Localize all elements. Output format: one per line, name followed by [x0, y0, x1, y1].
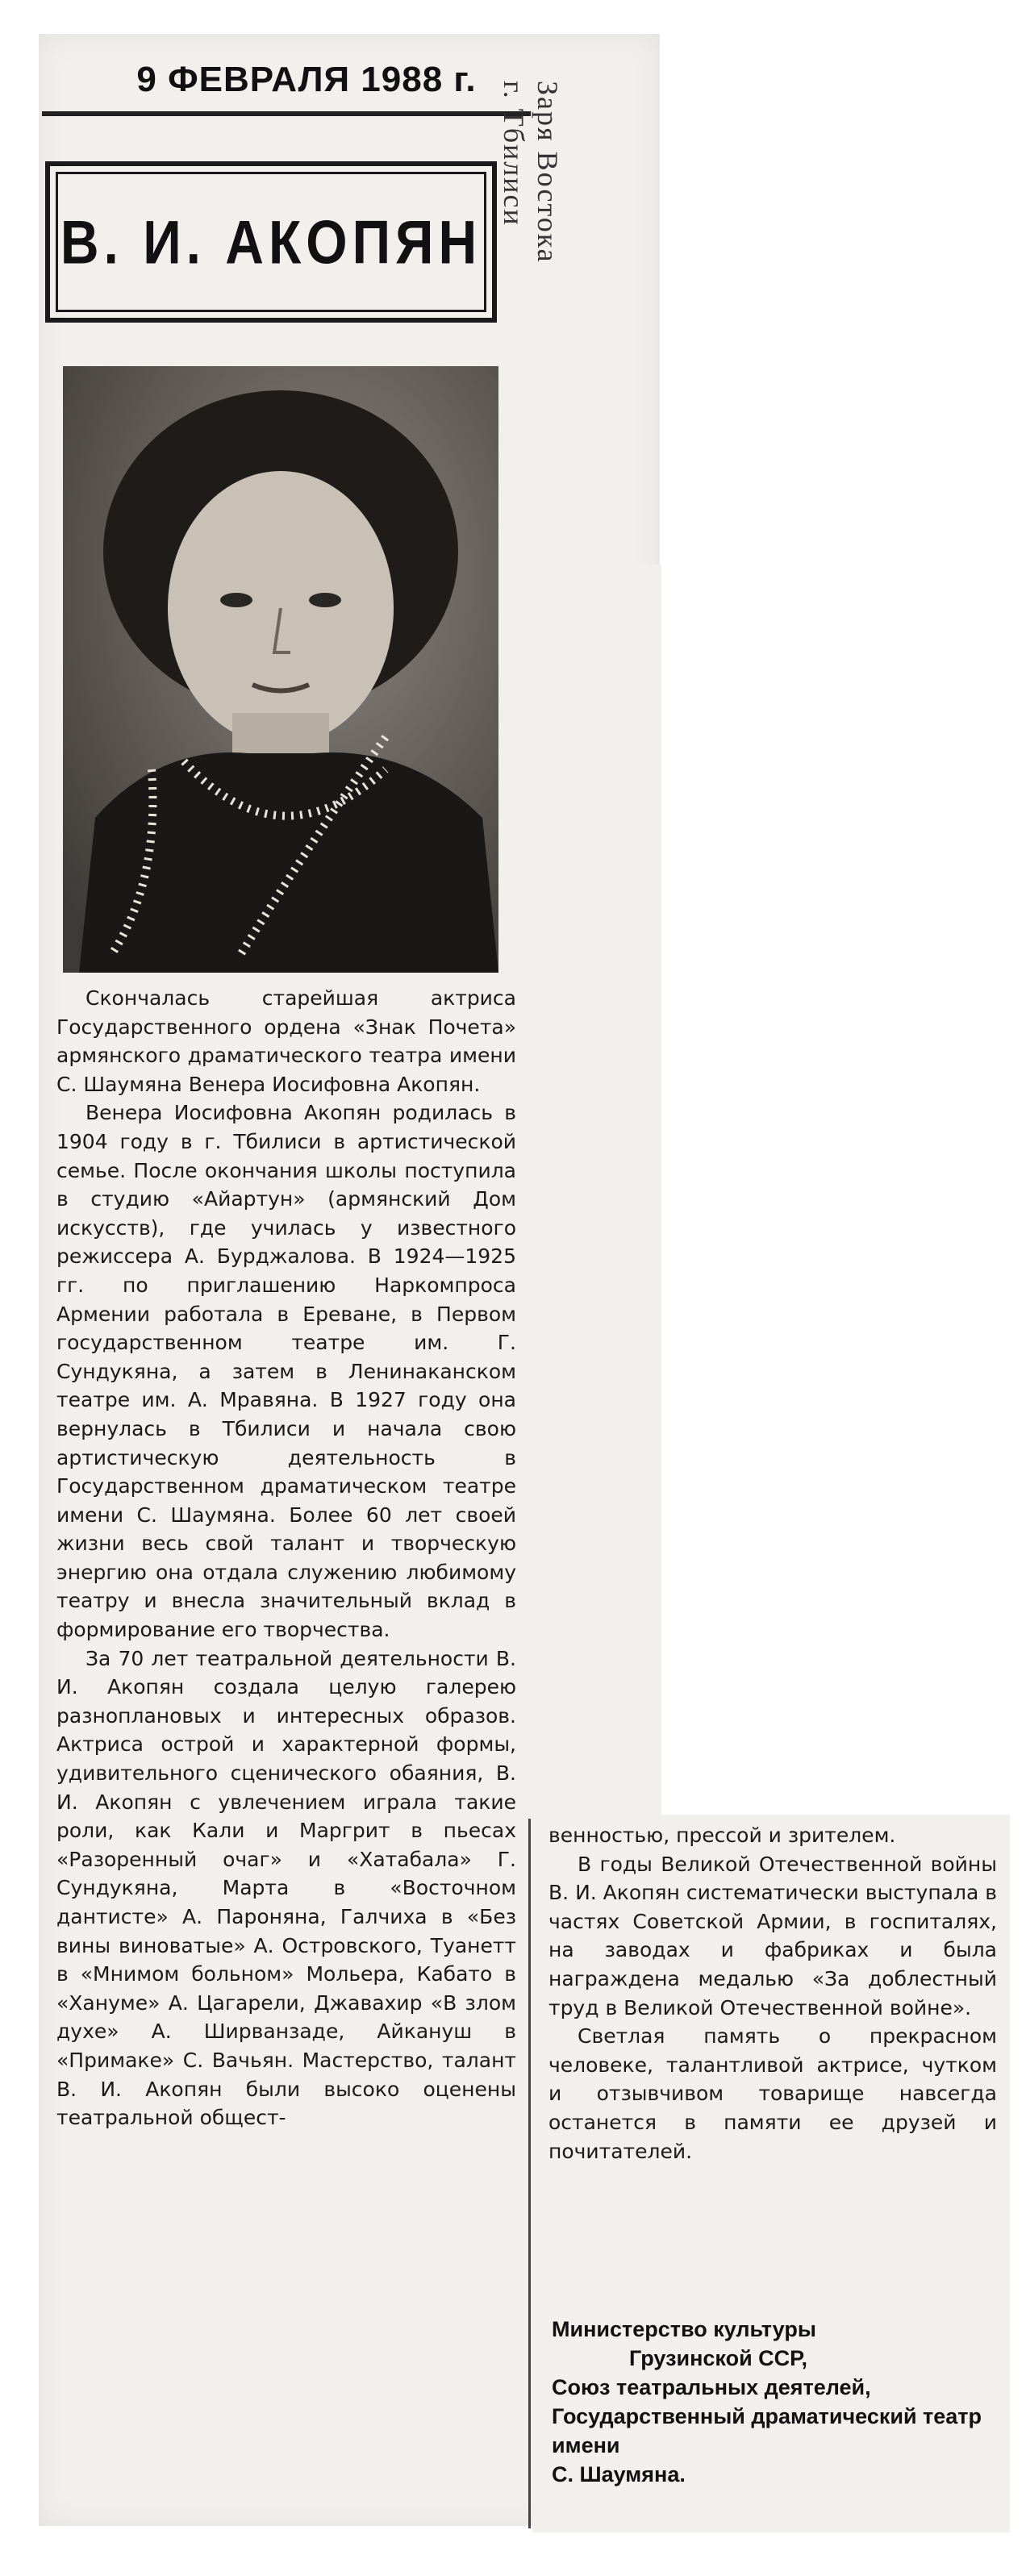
signoff-line: Союз театральных деятелей,	[552, 2375, 871, 2399]
article-paragraph: Светлая память о прекрасном человеке, талантливой актрисе, чутком и отзывчивом товарище навсегда останется в памяти ее друзей и почитателей.	[548, 2024, 997, 2163]
article-paragraph: Скончалась старейшая актриса Государственного ордена «Знак Почета» армянского драматического театра имени С. Шаумяна Венера Иосифовна Акопян.	[56, 986, 516, 1096]
article-left-column	[56, 984, 516, 2132]
obituary-name-box	[45, 161, 497, 323]
signoff-line: С. Шаумяна.	[552, 2462, 686, 2486]
article-paragraph: Венера Иосифовна Акопян родилась в 1904 году в г. Тбилиси в артистической семье. После окончания школы поступила в студию «Айартун» (армянский Дом искусств), где училась у известного режиссера А. Бурджалова. В 1924—1925 гг. по приглашению Наркомпроса Армении работала в Ереване, в Первом государственном театре им. Г. Сундукяна, а затем в Ленинаканском театре им. А. Мравяна. В 1927 году она вернулась в Тбилиси и начала свою артистическую деятельность в Государственном драматическом театре имени С. Шаумяна. Более 60 лет своей жизни весь свой талант и творческую энергию она отдала служению любимому театру и внесла значительный вклад в формирование его творчества.	[56, 1101, 516, 1642]
source-city: г. Тбилиси	[498, 81, 530, 227]
column-divider	[528, 1819, 531, 2528]
clipping-edge	[532, 565, 661, 1823]
source-newspaper: Заря Востока	[532, 81, 564, 264]
signoff-line: Государственный драматический театр имени	[552, 2404, 982, 2457]
header-rule	[42, 111, 531, 116]
issue-date: 9 ФЕВРАЛЯ 1988 г.	[136, 60, 477, 99]
portrait-photo	[63, 366, 498, 973]
signoff-line: Министерство культуры	[552, 2317, 816, 2341]
article-right-column	[548, 1821, 997, 2165]
article-paragraph: За 70 лет театральной деятельности В. И. Акопян создала целую галерею разноплановых и интересных образов. Актриса острой и характерной формы, удивительного сценического обаяния, В. И. Акопян с увлечением играла такие роли, как Кали и Маргрит в пьесах «Разоренный очаг» и «Хатабала» Г. Сундукяна, Марта в «Восточном дантисте» А. Пароняна, Галчиха в «Без вины виноватые» А. Островского, Туанетт в «Мнимом больном» Мольера, Кабато в «Хануме» А. Цагарели, Джавахир «В злом духе» А. Ширванзаде, Айкануш в «Примаке» С. Вачьян. Мастерство, талант В. И. Акопян были высоко оценены театральной общест-	[56, 1646, 516, 2130]
article-paragraph: венностью, прессой и зрителем.	[548, 1824, 896, 1847]
obituary-name: В. И. АКОПЯН	[60, 207, 482, 277]
source-stamp	[500, 81, 565, 387]
article-paragraph: В годы Великой Отечественной войны В. И. Акопян систематически выступала в частях Советской Армии, в госпиталях, на заводах и фабриках и была награждена медалью «За доблестный труд в Великой Отечественной войне».	[548, 1852, 997, 2020]
signoff-block	[548, 2315, 997, 2489]
signoff-line: Грузинской ССР,	[629, 2346, 807, 2370]
portrait-image	[63, 366, 498, 973]
